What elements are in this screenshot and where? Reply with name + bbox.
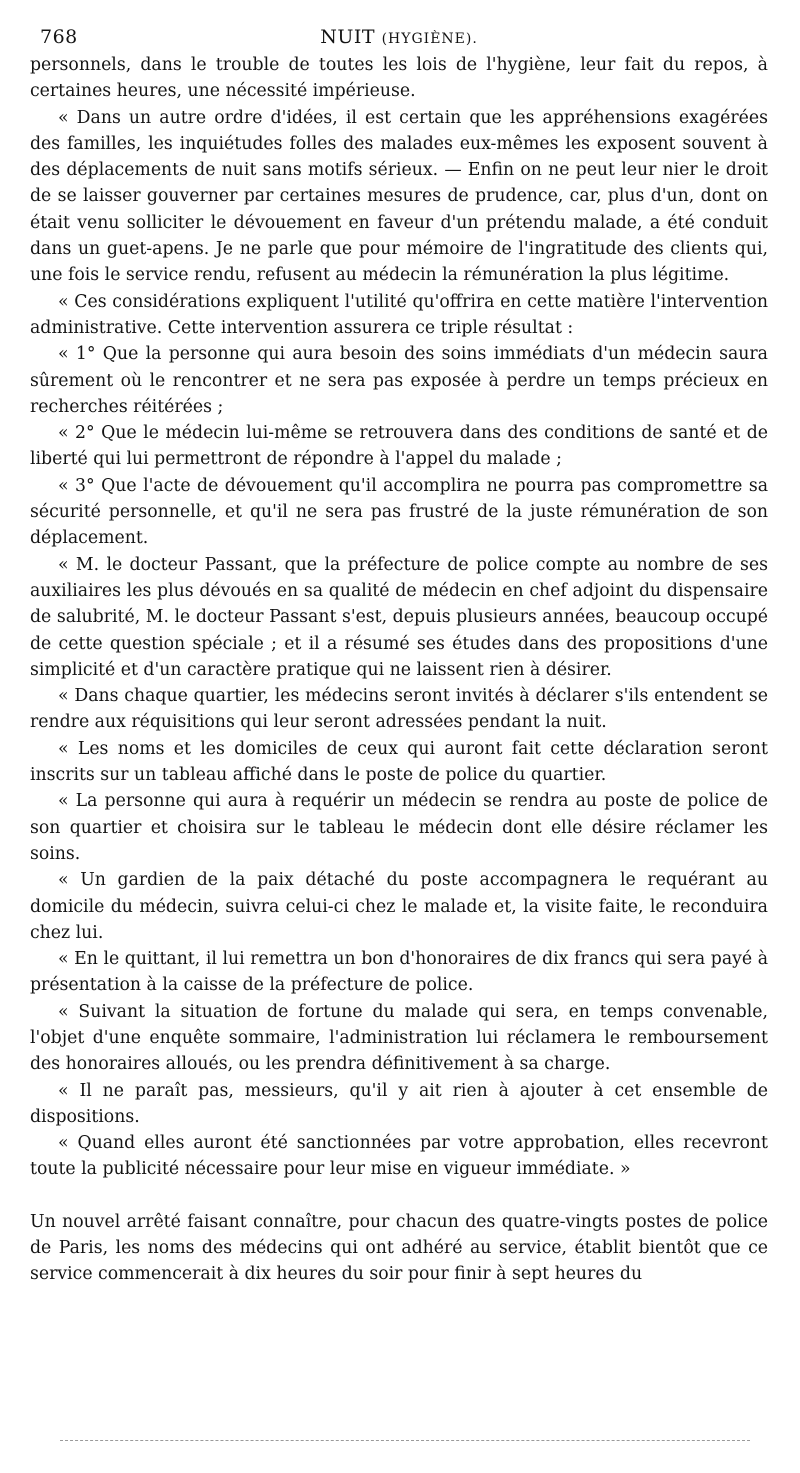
paragraph: « Dans chaque quartier, les médecins seront invités à déclarer s'ils entendent se rendre aux réquisitions qui leur seront adressées pendant la nuit. xyxy=(30,686,768,733)
paragraph: « En le quittant, il lui remettra un bon d'honoraires de dix francs qui sera payé à présentation à la caisse de la préfecture de police. xyxy=(30,949,768,996)
paragraph: « Un gardien de la paix détaché du poste accompagnera le requérant au domicile du médecin, suivra celui-ci chez le malade et, la visite faite, le reconduira chez lui. xyxy=(30,870,768,943)
page-number: 768 xyxy=(40,26,78,48)
paragraph: « Dans un autre ordre d'idées, il est certain que les appréhensions exagérées des familles, les inquiétudes folles des malades eux-mêmes les exposent souvent à des déplacements de nuit sans motifs sérieux. — Enfin on ne peut leur nier le droit de se laisser gouverner par certaines mesures de prudence, car, plus d'un, dont on était venu solliciter le dévouement en faveur d'un prétendu malade, a été conduit dans un guet-apens. Je ne parle que pour mémoire de l'ingratitude des clients qui, une fois le service rendu, refusent au médecin la rémunération la plus légitime. xyxy=(30,107,768,286)
body-text xyxy=(30,52,768,1288)
paragraph: « La personne qui aura à requérir un médecin se rendra au poste de police de son quartier et choisira sur le tableau le médecin dont elle désire réclamer les soins. xyxy=(30,791,768,864)
page-header xyxy=(30,22,768,52)
paragraph: « 2° Que le médecin lui-même se retrouvera dans des conditions de santé et de liberté qui lui permettront de répondre à l'appel du malade ; xyxy=(30,423,768,470)
paragraph: personnels, dans le trouble de toutes les lois de l'hygiène, leur fait du repos, à certaines heures, une nécessité impérieuse. xyxy=(30,55,768,102)
paragraph: « 3° Que l'acte de dévouement qu'il accomplira ne pourra pas compromettre sa sécurité personnelle, et qu'il ne sera pas frustré de la juste rémunération de son déplacement. xyxy=(30,475,768,549)
paragraph: « Il ne paraît pas, messieurs, qu'il y ait rien à ajouter à cet ensemble de dispositions. xyxy=(30,1080,768,1127)
paragraph: « 1° Que la personne qui aura besoin des soins immédiats d'un médecin saura sûrement où le rencontrer et ne sera pas exposée à perdre un temps précieux en recherches réitérées ; xyxy=(30,344,768,417)
paragraph: « Suivant la situation de fortune du malade qui sera, en temps convenable, l'objet d'une enquête sommaire, l'administration lui réclamera le remboursement des honoraires alloués, ou les prendra définitivement à sa charge. xyxy=(30,1001,768,1075)
document-page xyxy=(30,22,768,1288)
running-title-paren: (HYGIÈNE). xyxy=(381,31,478,47)
paragraph: « Les noms et les domiciles de ceux qui auront fait cette déclaration seront inscrits sur un tableau affiché dans le poste de police du quartier. xyxy=(30,738,768,786)
paragraph: « Ces considérations expliquent l'utilité qu'offrira en cette matière l'intervention administrative. Cette intervention assurera ce triple résultat : xyxy=(30,291,768,338)
running-title-main: NUIT xyxy=(320,26,376,48)
paragraph: « Quand elles auront été sanctionnées par votre approbation, elles recevront toute la publicité nécessaire pour leur mise en vigueur immédiate. » xyxy=(30,1133,768,1180)
paragraph: Un nouvel arrêté faisant connaître, pour chacun des quatre-vingts postes de police de Paris, les noms des médecins qui ont adhéré au service, établit bientôt que ce service commencerait à dix heures du soir pour finir à sept heures du xyxy=(30,1211,768,1285)
paragraph: « M. le docteur Passant, que la préfecture de police compte au nombre de ses auxiliaires les plus dévoués en sa qualité de médecin en chef adjoint du dispensaire de salubrité, M. le docteur Passant s'est, depuis plusieurs années, beaucoup occupé de cette question spéciale ; et il a résumé ses études dans des propositions d'une simplicité et d'un caractère pratique qui ne laissent rien à désirer. xyxy=(30,554,768,680)
running-title xyxy=(30,26,768,48)
bottom-rule xyxy=(60,1440,750,1441)
